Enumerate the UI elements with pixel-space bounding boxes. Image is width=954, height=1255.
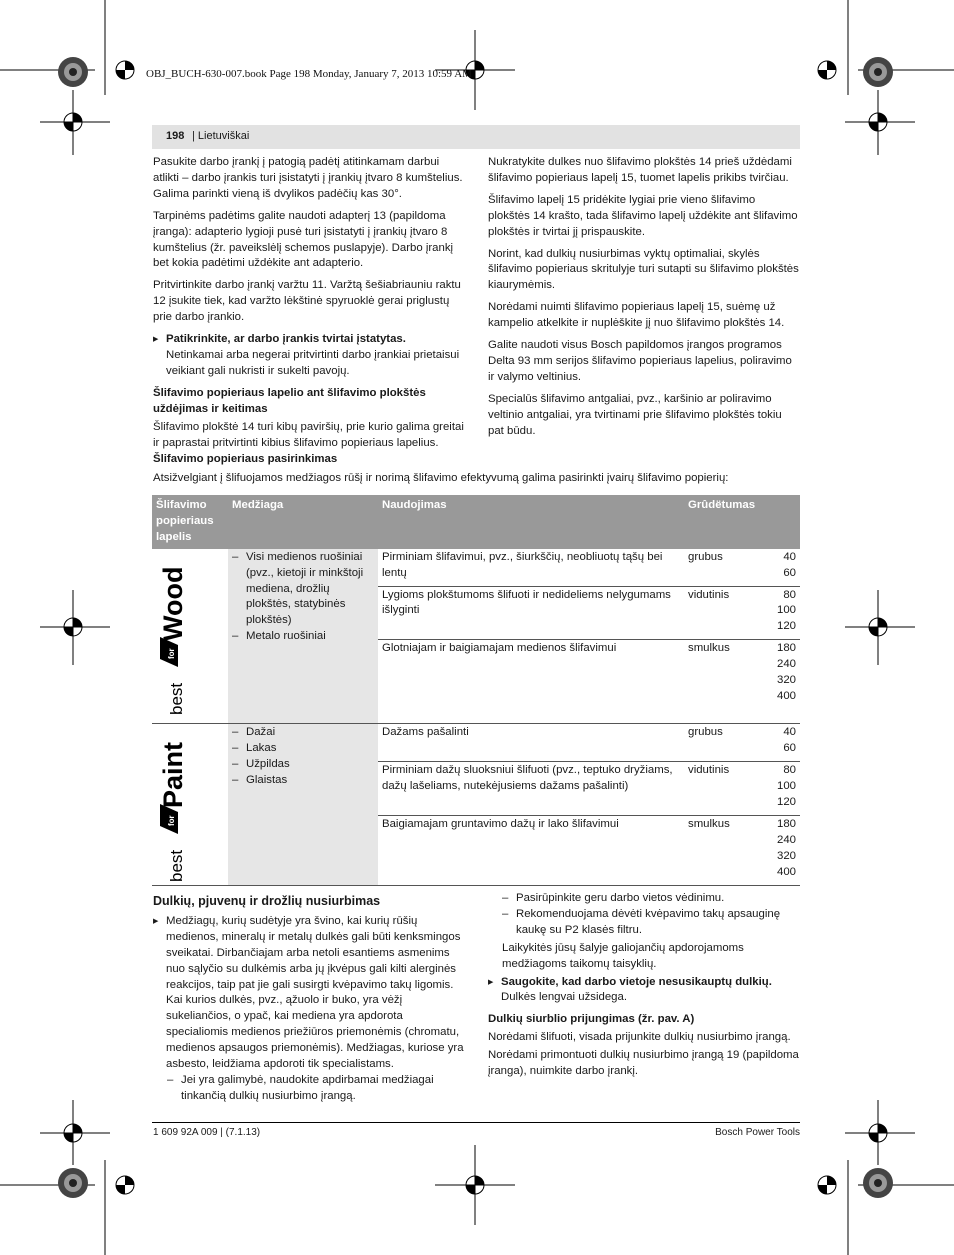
brand-best-text: best (167, 850, 186, 883)
coarseness-cell: vidutinis (684, 586, 758, 640)
usage-cell: Pirminiam dažų sluoksniui šlifuoti (pvz., teptuko dryžiams, dažų lašeliams, nutekėjusiems dažams pašalinti) (378, 762, 684, 816)
brand-word-text: Paint (158, 742, 188, 809)
bullet-text: Netinkamai arba negerai pritvirtinti darbo įrankiai prietaisui veikiant gali nukristi ir sukelti pavojų. (166, 348, 460, 377)
brand-for-text: for (167, 815, 176, 827)
table-intro: Atsižvelgiant į šlifuojamos medžiagos rūšį ir norimą šlifavimo efektyvumą galima pasirinkti įvairų šlifavimo popierių: (153, 472, 729, 484)
grit-cell: 180 240 320 400 (758, 640, 800, 724)
material-item: – Glaistas (232, 773, 374, 789)
left-column (153, 155, 464, 457)
grit-cell: 40 60 (758, 724, 800, 762)
paragraph: Specialūs šlifavimo antgaliai, pvz., karšinio ar poliravimo veltinio antgaliai, yra tvirtinami prie šlifavimo plokštės tokiu pat būdu. (488, 392, 782, 437)
coarseness-cell: vidutinis (684, 762, 758, 816)
sanding-paper-table (152, 495, 800, 886)
usage-cell: Dažams pašalinti (378, 724, 684, 762)
dash-text: Jei yra galimybė, naudokite apdirbamai medžiagai tinkančią dulkių nusiurbimo įrangą. (181, 1073, 434, 1102)
brand-logo-paint (152, 724, 228, 886)
language-text: Lietuviškai (197, 130, 250, 142)
dash-item: – Jei yra galimybė, naudokite apdirbamai medžiagai tinkančią dulkių nusiurbimo įrangą. (167, 1073, 434, 1102)
paragraph: Tarpinėms padėtims galite naudoti adapterį 13 (papildoma įranga): adapterio lygioji pusė turi įsistatyti į įrankių įtvaro 8 kumštelius (žr. paveikslėlį schemos puslapyje). Darbo įrankį bet kokia padėtimi uždėkite ant adapterio. (153, 209, 454, 270)
grit-cell: 180 240 320 400 (758, 815, 800, 885)
dash-text: Pasirūpinkite geru darbo vietos vėdinimu. (516, 892, 725, 904)
usage-cell: Lygioms plokštumoms šlifuoti ir nedideliems nelygumams išlyginti (378, 586, 684, 640)
table-bottom-rule (152, 885, 800, 886)
best-for-paint-logo (152, 724, 220, 886)
sub-heading: Dulkių siurblio prijungimas (žr. pav. A) (488, 1013, 695, 1026)
dash-item: – Pasirūpinkite geru darbo vietos vėdinimu. (502, 892, 725, 904)
grit-cell: 80 100 120 (758, 586, 800, 640)
material-item: – Užpildas (232, 757, 374, 773)
paragraph: Norint, kad dulkių nusiurbimas vyktų optimaliai, skylės šlifavimo popieriaus skritulyje turi sutapti su šlifavimo plokštės kiaurymėmis. (488, 247, 799, 292)
bullet-bold: Patikrinkite, ar darbo įrankis tvirtai įstatytas. (166, 333, 406, 346)
brand-for-text: for (167, 648, 176, 659)
usage-cell: Glotniajam ir baigiamajam medienos šlifavimui (378, 640, 684, 724)
usage-cell: Pirminiam šlifavimui, pvz., šiurkščių, neobliuotų tąšų bei lentų (382, 550, 663, 579)
brand-logo-wood (152, 549, 228, 724)
footer-doc-number: 1 609 92A 009 | (7.1.13) (153, 1127, 261, 1138)
brand-word-text: Wood (158, 566, 188, 641)
paragraph: Norėdami nuimti šlifavimo popieriaus lapelį 15, suėmę už kampelio atkelkite ir nuplėškite jį nuo šlifavimo plokštės 14. (488, 301, 785, 330)
right-column (488, 155, 800, 446)
materials-list (232, 725, 374, 789)
language-label: | Lietuviškai (192, 130, 250, 142)
paragraph: Šlifavimo lapelį 15 pridėkite lygiai prie vieno šlifavimo plokštės 14 krašto, tada šlifavimo lapelį uždėkite ant šlifavimo plokštės ir tvirtai jį prispauskite. (488, 193, 798, 238)
column-header: Naudojimas (378, 495, 684, 549)
table-header-row (152, 495, 800, 549)
section-heading: Dulkių, pjuvenų ir drožlių nusiurbimas (153, 894, 381, 908)
coarseness-cell: grubus (688, 550, 723, 563)
bullet-text: Dulkės lengvai užsidega. (501, 991, 628, 1004)
coarseness-cell: smulkus (684, 640, 758, 724)
paragraph: Norėdami primontuoti dulkių nusiurbimo įrangą 19 (papildoma įranga), nuimkite darbo įrankį. (488, 1049, 799, 1078)
paragraph: Nukratykite dulkes nuo šlifavimo plokštės 14 prieš uždėdami šlifavimo popieriaus lapelį 15, tuomet lapelis prikibs tvirčiau. (488, 156, 792, 184)
column-header: Medžiaga (228, 495, 378, 549)
paragraph: Laikykitės jūsų šalyje galiojančių apdorojamoms medžiagoms taikomų taisyklių. (502, 941, 744, 970)
paragraph: Pritvirtinkite darbo įrankį varžtu 11. Varžtą šešiabriauniu raktu 12 įsukite tiek, kad varžto lėkštinė spyruoklė gerai priglustų prie darbo įrankio. (153, 279, 461, 324)
grit-cell: 40 60 (783, 550, 796, 579)
coarseness-cell: smulkus (684, 815, 758, 885)
dash-item: – Rekomenduojama dėvėti kvėpavimo takų apsauginę kaukę su P2 klasės filtru. (502, 907, 781, 936)
materials-list (232, 550, 374, 645)
brand-best-text: best (167, 682, 186, 715)
materials-cell (228, 724, 378, 886)
column-header: Grûdëtumas (684, 495, 800, 549)
grit-cell: 80 100 120 (758, 762, 800, 816)
dust-left-column (153, 890, 464, 1105)
coarseness-cell: grubus (684, 724, 758, 762)
dust-right-column (488, 891, 800, 1086)
section-heading: Šlifavimo popieriaus lapelio ant šlifavimo plokštės uždėjimas ir keitimas (153, 386, 426, 415)
dash-text: Rekomenduojama dėvėti kvėpavimo takų apsauginę kaukę su P2 klasės filtru. (516, 907, 781, 936)
material-item: – Lakas (232, 741, 374, 757)
footer-rule (152, 1122, 800, 1123)
bullet-bold: Saugokite, kad darbo vietoje nesusikauptų dulkių. (501, 975, 772, 988)
table-row (152, 549, 800, 586)
page-number: 198 (166, 130, 185, 142)
print-slug: OBJ_BUCH-630-007.book Page 198 Monday, January 7, 2013 10:59 AM (146, 68, 472, 80)
material-item: – Dažai (232, 725, 374, 741)
materials-cell (228, 549, 378, 724)
footer-brand: Bosch Power Tools (715, 1127, 800, 1138)
column-header: Šlifavimo popieriaus lapelis (152, 495, 228, 549)
usage-cell: Baigiamajam gruntavimo dažų ir lako šlifavimui (378, 815, 684, 885)
warning-bullet (153, 332, 464, 380)
paragraph: Norėdami šlifuoti, visada prijunkite dulkių nusiurbimo įrangą. (488, 1031, 791, 1044)
table-row (152, 724, 800, 762)
best-for-wood-logo (152, 549, 220, 719)
paragraph: Pasukite darbo įrankį į patogią padėtį atitinkamam darbui atlikti – darbo įrankis turi įsistatyti į įrankių įtvaro 8 kumštelius. Galima parinkti vieną iš dvylikos padėčių kas 30°. (153, 156, 463, 200)
paragraph: Galite naudoti visus Bosch papildomos įrangos programos Delta 93 mm serijos šlifavimo popieriaus lapelius, poliravimo ir valymo veltinius. (488, 339, 792, 383)
warning-bullet: ▶ Medžiagų, kurių sudėtyje yra švino, kai kurių rūšių medienos, mineralų ir metalų dulkės gali būti kenksmingos sveikatai. Dirbančiajam arba netoli esantiems asmenims nuo sąlyčio su dulkėmis arba jų įkvėpus gali kilti alerginės reakcijos, taip pat jie gali susirgti kvėpavimo takų ligomis. Kai kurios dulkės, pvz., ąžuolo ir buko, yra vėžį sukeliančios, o ypač, kai mediena yra apdorota specialiomis medienos priežiūros priemonėmis (chromatu, medienos apsaugos priemonėmis). Medžiagas, kuriose yra asbesto, leidžiama apdoroti tik specialistams. (153, 914, 464, 1073)
warning-bullet (488, 975, 800, 1007)
material-item: – Visi medienos ruošiniai (pvz., kietoji ir minkštoji mediena, drožlių plokštės, statybinės plokštės) (232, 550, 374, 630)
paragraph: Šlifavimo plokštė 14 turi kibų paviršių, prie kurio galima greitai ir paprastai pritvirtinti kibius šlifavimo popieriaus lapelius. (153, 420, 464, 449)
table-heading: Šlifavimo popieriaus pasirinkimas (153, 453, 338, 465)
page-header (152, 125, 800, 149)
material-item: – Metalo ruošiniai (232, 629, 374, 645)
